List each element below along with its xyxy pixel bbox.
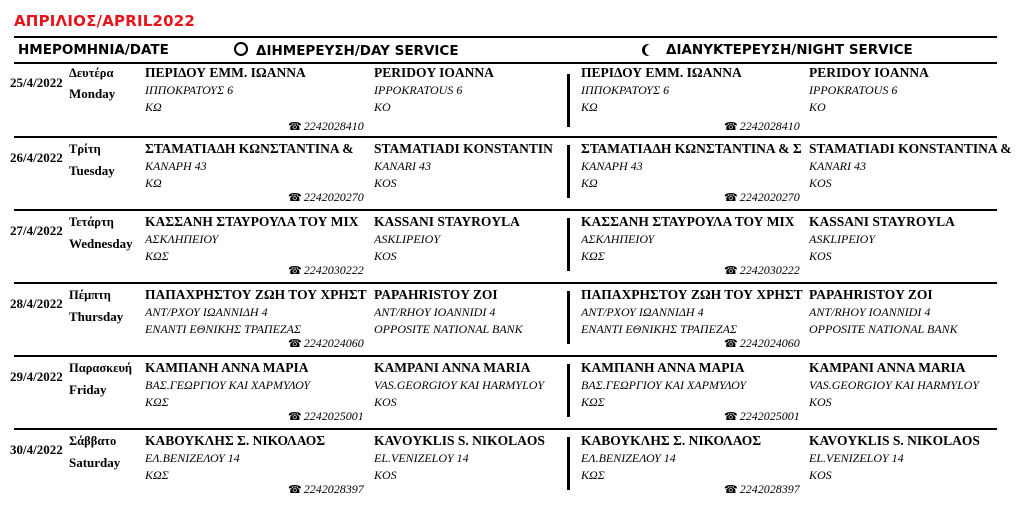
telephone-icon: ☎: [288, 265, 302, 277]
row-divider: [14, 428, 997, 430]
pharmacy-name-gr: ΠΑΠΑΧΡΗΣΤΟΥ ΖΩΗ ΤΟΥ ΧΡΗΣΤ: [581, 287, 803, 302]
pharmacy-area-en: KOS: [809, 176, 832, 190]
pharmacy-name-gr: ΠΕΡΙΔΟΥ ΕΜΜ. ΙΩΑΝΝΑ: [581, 65, 742, 80]
pharmacy-address-en: KANARI 43: [809, 159, 866, 173]
weekday-en: Wednesday: [69, 236, 133, 251]
phone-number: 2242030222: [303, 263, 364, 277]
row-date: 27/4/2022: [10, 223, 63, 238]
table-row: [0, 63, 1029, 135]
pharmacy-address-en: VAS.GEORGIOY KAI HARMYLOY: [374, 378, 545, 392]
moon-icon: [645, 44, 657, 56]
pharmacy-area-gr: ΚΩΣ: [581, 249, 605, 263]
phone-number: 2242028410: [303, 119, 364, 133]
phone-number: 2242020270: [739, 190, 800, 204]
weekday-en: Tuesday: [69, 163, 115, 178]
column-divider: [567, 218, 570, 271]
pharmacy-area-gr: ΚΩ: [581, 176, 598, 190]
day-service-header: [234, 42, 459, 59]
pharmacy-name-gr: ΚΑΣΣΑΝΗ ΣΤΑΥΡΟΥΛΑ ΤΟΥ ΜΙΧ: [145, 214, 359, 229]
day-phone: [288, 409, 364, 424]
row-date: 25/4/2022: [10, 75, 63, 90]
pharmacy-name-en: PAPAHRISTOY ZOI: [374, 287, 498, 302]
night-pharmacy-en: [809, 287, 1029, 359]
night-service-label: ΔΙΑΝΥΚΤΕΡΕΥΣΗ/NIGHT SERVICE: [666, 42, 913, 58]
weekday-gr: Πέμπτη: [69, 288, 111, 302]
pharmacy-name-en: PERIDOY IOANNA: [374, 65, 494, 80]
pharmacy-area-gr: ΚΩΣ: [581, 395, 605, 409]
pharmacy-name-gr: ΣΤΑΜΑΤΙΑΔΗ ΚΩΝΣΤΑΝΤΙΝΑ & Σ: [581, 141, 802, 156]
pharmacy-area-en: KO: [809, 100, 826, 114]
weekday-gr: Τρίτη: [69, 142, 101, 156]
weekday-en: Saturday: [69, 455, 121, 470]
pharmacy-name-en: STAMATIADI KONSTANTIN: [374, 141, 553, 156]
pharmacy-name-en: KAVOYKLIS S. NIKOLAOS: [809, 433, 980, 448]
phone-number: 2242024060: [739, 336, 800, 350]
pharmacy-name-gr: ΚΑΒΟΥΚΛΗΣ Σ. ΝΙΚΟΛΑΟΣ: [145, 433, 326, 448]
night-phone: [724, 263, 800, 278]
table-row: [0, 282, 1029, 354]
pharmacy-address-en: ASKLIPEIOY: [809, 232, 875, 246]
weekday-en: Thursday: [69, 309, 124, 324]
pharmacy-name-en: PAPAHRISTOY ZOI: [809, 287, 933, 302]
pharmacy-area-en: OPPOSITE NATIONAL BANK: [809, 322, 958, 336]
pharmacy-address-en: ANT/RHOY IOANNIDI 4: [809, 305, 931, 319]
date-column-header: ΗΜΕΡΟΜΗΝΙΑ/DATE: [18, 42, 169, 58]
telephone-icon: ☎: [288, 484, 302, 496]
night-phone: [724, 119, 800, 134]
day-phone: [288, 336, 364, 351]
pharmacy-address-en: ANT/RHOY IOANNIDI 4: [374, 305, 496, 319]
pharmacy-area-en: KOS: [809, 249, 832, 263]
night-pharmacy-en: [809, 65, 1029, 137]
pharmacy-area-gr: ΚΩ: [581, 100, 598, 114]
night-phone: [724, 190, 800, 205]
weekday-en: Friday: [69, 382, 107, 397]
day-phone: [288, 482, 364, 497]
night-pharmacy-en: [809, 141, 1029, 213]
pharmacy-address-gr: ΕΛ.ΒΕΝΙΖΕΛΟΥ 14: [145, 451, 240, 465]
day-phone: [288, 119, 364, 134]
table-row: [0, 209, 1029, 281]
pharmacy-area-en: KOS: [374, 395, 397, 409]
column-divider: [567, 364, 570, 417]
pharmacy-area-gr: ΚΩ: [145, 100, 162, 114]
weekday-gr: Παρασκευή: [69, 361, 133, 375]
night-phone: [724, 409, 800, 424]
pharmacy-name-gr: ΚΑΣΣΑΝΗ ΣΤΑΥΡΟΥΛΑ ΤΟΥ ΜΙΧ: [581, 214, 795, 229]
pharmacy-address-en: IPPOKRATOUS 6: [809, 83, 898, 97]
telephone-icon: ☎: [288, 411, 302, 423]
phone-number: 2242028397: [739, 482, 800, 496]
pharmacy-address-en: EL.VENIZELOY 14: [809, 451, 904, 465]
pharmacy-address-gr: ΑΝΤ/ΡΧΟΥ ΙΩΑΝΝΙΔΗ 4: [581, 305, 704, 319]
telephone-icon: ☎: [724, 265, 738, 277]
pharmacy-address-gr: ΑΣΚΛΗΠΕΙΟΥ: [145, 232, 219, 246]
pharmacy-address-en: ASKLIPEIOY: [374, 232, 440, 246]
pharmacy-area-gr: ΕΝΑΝΤΙ ΕΘΝΙΚΗΣ ΤΡΑΠΕΖΑΣ: [581, 322, 738, 336]
pharmacy-name-gr: ΠΕΡΙΔΟΥ ΕΜΜ. ΙΩΑΝΝΑ: [145, 65, 306, 80]
phone-number: 2242025001: [739, 409, 800, 423]
night-phone: [724, 336, 800, 351]
day-phone: [288, 190, 364, 205]
telephone-icon: ☎: [288, 338, 302, 350]
pharmacy-name-gr: ΚΑΜΠΑΝΗ ΑΝΝΑ ΜΑΡΙΑ: [581, 360, 745, 375]
pharmacy-area-gr: ΕΝΑΝΤΙ ΕΘΝΙΚΗΣ ΤΡΑΠΕΖΑΣ: [145, 322, 302, 336]
weekday-gr: Δευτέρα: [69, 66, 114, 80]
weekday-en: Monday: [69, 86, 116, 101]
pharmacy-address-gr: ΙΠΠΟΚΡΑΤΟΥΣ 6: [145, 83, 234, 97]
phone-number: 2242028397: [303, 482, 364, 496]
telephone-icon: ☎: [724, 484, 738, 496]
row-divider: [14, 209, 997, 211]
telephone-icon: ☎: [724, 121, 738, 133]
pharmacy-area-en: KO: [374, 100, 391, 114]
pharmacy-address-en: EL.VENIZELOY 14: [374, 451, 469, 465]
column-divider: [567, 291, 570, 344]
table-header: [14, 36, 997, 64]
pharmacy-area-gr: ΚΩΣ: [145, 395, 169, 409]
pharmacy-area-en: KOS: [809, 395, 832, 409]
night-service-header: [642, 42, 913, 58]
pharmacy-area-en: OPPOSITE NATIONAL BANK: [374, 322, 523, 336]
night-pharmacy-en: [809, 433, 1029, 505]
weekday-gr: Σάββατο: [69, 434, 117, 448]
table-row: [0, 355, 1029, 427]
pharmacy-address-gr: ΒΑΣ.ΓΕΩΡΓΙΟΥ ΚΑΙ ΧΑΡΜΥΛΟΥ: [145, 378, 311, 392]
pharmacy-address-en: VAS.GEORGIOY KAI HARMYLOY: [809, 378, 980, 392]
pharmacy-address-gr: ΚΑΝΑΡΗ 43: [581, 159, 643, 173]
column-divider: [567, 437, 570, 490]
weekday-gr: Τετάρτη: [69, 215, 114, 229]
pharmacy-address-gr: ΚΑΝΑΡΗ 43: [145, 159, 207, 173]
pharmacy-address-gr: ΕΛ.ΒΕΝΙΖΕΛΟΥ 14: [581, 451, 676, 465]
sun-icon: [234, 42, 248, 56]
phone-number: 2242024060: [303, 336, 364, 350]
pharmacy-name-en: KASSANI STAYROYLA: [374, 214, 520, 229]
row-date: 29/4/2022: [10, 369, 63, 384]
phone-number: 2242030222: [739, 263, 800, 277]
day-service-label: ΔΙΗΜΕΡΕΥΣΗ/DAY SERVICE: [256, 43, 459, 59]
pharmacy-area-gr: ΚΩΣ: [581, 468, 605, 482]
phone-number: 2242028410: [739, 119, 800, 133]
pharmacy-area-en: KOS: [374, 249, 397, 263]
telephone-icon: ☎: [724, 192, 738, 204]
row-date: 30/4/2022: [10, 442, 63, 457]
pharmacy-area-en: KOS: [374, 176, 397, 190]
row-date: 28/4/2022: [10, 296, 63, 311]
pharmacy-area-en: KOS: [809, 468, 832, 482]
pharmacy-address-gr: ΑΝΤ/ΡΧΟΥ ΙΩΑΝΝΙΔΗ 4: [145, 305, 268, 319]
column-divider: [567, 74, 570, 127]
phone-number: 2242020270: [303, 190, 364, 204]
night-pharmacy-en: [809, 360, 1029, 432]
row-divider: [14, 282, 997, 284]
pharmacy-address-en: KANARI 43: [374, 159, 431, 173]
pharmacy-name-en: KAMPANI ANNA MARIA: [809, 360, 966, 375]
pharmacy-area-gr: ΚΩΣ: [145, 468, 169, 482]
telephone-icon: ☎: [724, 338, 738, 350]
pharmacy-name-gr: ΚΑΒΟΥΚΛΗΣ Σ. ΝΙΚΟΛΑΟΣ: [581, 433, 762, 448]
row-divider: [14, 355, 997, 357]
table-row: [0, 428, 1029, 500]
night-pharmacy-en: [809, 214, 1029, 286]
pharmacy-name-en: KAVOYKLIS S. NIKOLAOS: [374, 433, 545, 448]
night-phone: [724, 482, 800, 497]
pharmacy-name-en: PERIDOY IOANNA: [809, 65, 929, 80]
row-date: 26/4/2022: [10, 150, 63, 165]
pharmacy-address-en: IPPOKRATOUS 6: [374, 83, 463, 97]
phone-number: 2242025001: [303, 409, 364, 423]
pharmacy-name-en: KAMPANI ANNA MARIA: [374, 360, 531, 375]
page-title: ΑΠΡΙΛΙΟΣ/APRIL2022: [14, 12, 196, 30]
pharmacy-area-gr: ΚΩΣ: [145, 249, 169, 263]
telephone-icon: ☎: [288, 192, 302, 204]
day-phone: [288, 263, 364, 278]
telephone-icon: ☎: [724, 411, 738, 423]
pharmacy-name-gr: ΚΑΜΠΑΝΗ ΑΝΝΑ ΜΑΡΙΑ: [145, 360, 309, 375]
column-divider: [567, 145, 570, 198]
pharmacy-address-gr: ΒΑΣ.ΓΕΩΡΓΙΟΥ ΚΑΙ ΧΑΡΜΥΛΟΥ: [581, 378, 747, 392]
pharmacy-name-en: STAMATIADI KONSTANTINA &: [809, 141, 1012, 156]
pharmacy-name-gr: ΠΑΠΑΧΡΗΣΤΟΥ ΖΩΗ ΤΟΥ ΧΡΗΣΤ: [145, 287, 367, 302]
telephone-icon: ☎: [288, 121, 302, 133]
pharmacy-address-gr: ΙΠΠΟΚΡΑΤΟΥΣ 6: [581, 83, 670, 97]
pharmacy-area-en: KOS: [374, 468, 397, 482]
pharmacy-name-en: KASSANI STAYROYLA: [809, 214, 955, 229]
row-divider: [14, 136, 997, 138]
table-row: [0, 136, 1029, 208]
pharmacy-area-gr: ΚΩ: [145, 176, 162, 190]
pharmacy-address-gr: ΑΣΚΛΗΠΕΙΟΥ: [581, 232, 655, 246]
pharmacy-name-gr: ΣΤΑΜΑΤΙΑΔΗ ΚΩΝΣΤΑΝΤΙΝΑ &: [145, 141, 354, 156]
